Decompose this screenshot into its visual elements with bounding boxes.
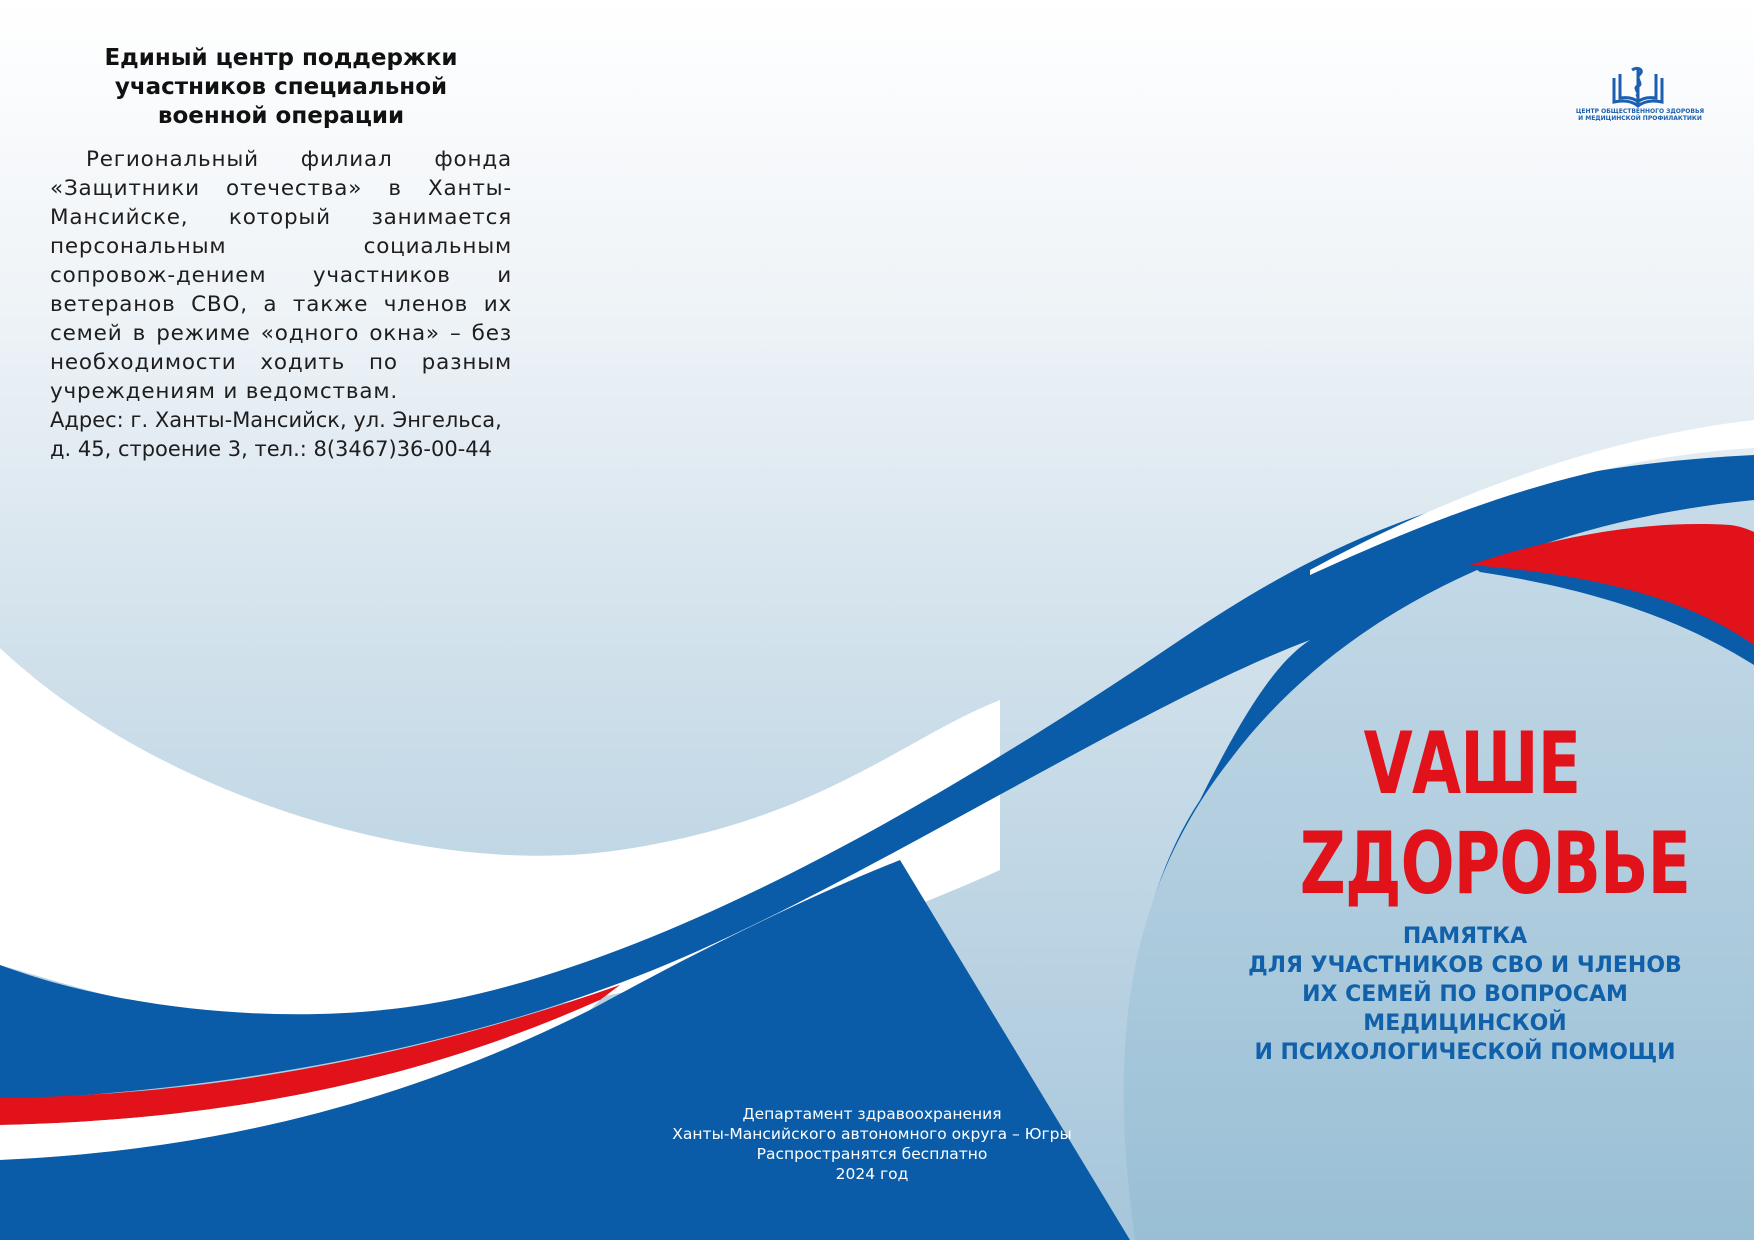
brochure-subtitle <box>1236 922 1694 1067</box>
left-info-column <box>50 44 512 464</box>
support-center-description: Региональный филиал фонда «Защитники отечества» в Ханты-Мансийске, который занимается персональным социальным сопровож-дением участников и ветеранов СВО, а также членов их семей в режиме «одного окна» – без необходимости ходить по разным учреждениям и ведомствам. <box>50 147 512 404</box>
footer-line: 2024 год <box>835 1165 909 1183</box>
footer-line: Распространятся бесплатно <box>756 1145 988 1163</box>
footer-line: Департамент здравоохранения <box>742 1105 1002 1123</box>
heading-line: Единый центр поддержки <box>104 45 458 71</box>
publisher-footer <box>652 1104 1092 1184</box>
title-line: ZДОРОВЬЕ <box>1299 814 1691 914</box>
logo-caption <box>1560 108 1720 122</box>
footer-line: Ханты-Мансийского автономного округа – Югры <box>672 1125 1072 1143</box>
logo-caption-line: И МЕДИЦИНСКОЙ ПРОФИЛАКТИКИ <box>1578 115 1702 122</box>
heading-line: военной операции <box>157 103 405 129</box>
title-line: VАШЕ <box>1363 714 1581 814</box>
support-center-address <box>50 406 512 464</box>
address-line: Адрес: г. Ханты-Мансийск, ул. Энгельса, <box>50 408 502 432</box>
support-center-heading <box>50 44 512 131</box>
subtitle-line: И ПСИХОЛОГИЧЕСКОЙ ПОМОЩИ <box>1254 1040 1676 1065</box>
subtitle-line: МЕДИЦИНСКОЙ <box>1363 1011 1567 1036</box>
subtitle-line: ДЛЯ УЧАСТНИКОВ СВО И ЧЛЕНОВ <box>1248 953 1682 978</box>
address-line: д. 45, строение 3, тел.: 8(3467)36-00-44 <box>50 437 493 461</box>
subtitle-line: ИХ СЕМЕЙ ПО ВОПРОСАМ <box>1302 982 1628 1007</box>
subtitle-line: ПАМЯТКА <box>1402 924 1528 949</box>
logo-caption-line: ЦЕНТР ОБЩЕСТВЕННОГО ЗДОРОВЬЯ <box>1575 108 1705 115</box>
brochure-title <box>1299 714 1691 914</box>
heading-line: участников специальной <box>114 74 448 100</box>
